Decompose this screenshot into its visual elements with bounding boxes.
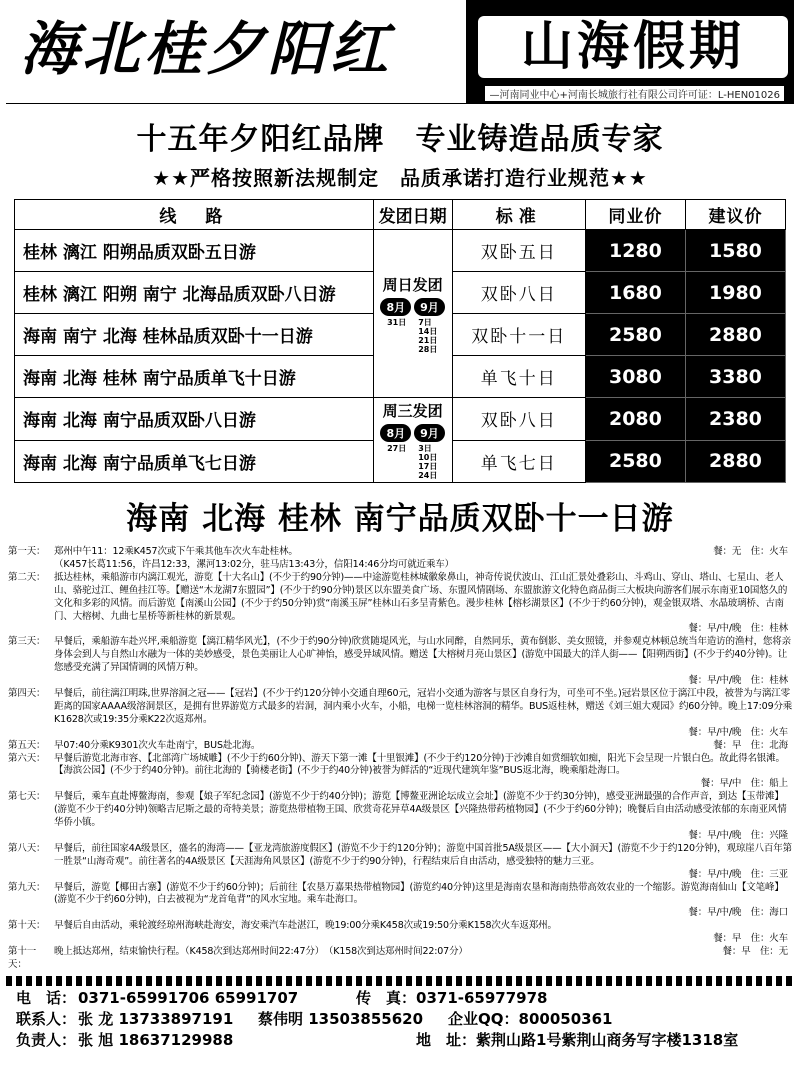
header-trade-price: 同业价: [585, 200, 685, 230]
day-label: 第十一天：: [8, 946, 37, 970]
day-label: 第三天：: [8, 636, 46, 648]
route-cell: 海南 北海 桂林 南宁品质单飞十日游: [15, 356, 374, 398]
brand-right-logo: 山海假期: [478, 16, 788, 78]
contact-row-phone: [16, 988, 794, 1009]
address-value: 紫荆山路1号紫荆山商务写字楼1318室: [476, 1030, 739, 1049]
trade-price-cell: 2080: [585, 398, 685, 441]
day-text: 早07:40分乘K9301次火车赴南宁，BUS赴北海。: [54, 739, 261, 751]
day-1: [8, 546, 794, 559]
suggested-price-cell: 2380: [685, 398, 785, 441]
suggested-price-cell: 1580: [685, 230, 785, 272]
contact-row-manager: [16, 1030, 794, 1051]
day-label: 第五天：: [8, 739, 46, 751]
month-badge: 8月: [380, 298, 411, 316]
dates-b: 7日 14日 21日 28日: [418, 317, 438, 354]
day-text: 早餐后，游览【椰田古寨】(游览不少于约60分钟)；后前往【农垦万嘉果热带植物园】(游览约40分钟)这里是海南农垦和海南热带高效农业的一个缩影。游览海南仙山【文笔峰】(游览不少于约60分钟)，白去被视为“龙首龟背”的风水宝地。乘车赴海口。: [54, 881, 784, 906]
fax-label: 传 真：: [356, 988, 417, 1007]
day-text: 郑州中午11：12乘K457次或下午乘其他车次火车赴桂林。: [54, 546, 298, 557]
header-route: 线 路: [15, 200, 374, 230]
route-cell: 桂林 漓江 阳朔品质双卧五日游: [15, 230, 374, 272]
suggested-price-cell: 2880: [685, 314, 785, 356]
day-meal: 餐：早 住：北海: [713, 739, 788, 751]
day-label: 第四天：: [8, 687, 46, 699]
dashed-divider: [6, 976, 794, 986]
day-text: 早餐后自由活动，乘轮渡经琼州海峡赴海安，海安乘汽车赴湛江，晚19:00分乘K458次或19:50分乘K158次火车返郑州。: [54, 920, 557, 932]
day-meal: 餐：早/中 住：船上: [700, 778, 788, 790]
standard-cell: 双卧八日: [452, 272, 585, 314]
month-badge: 9月: [414, 424, 445, 442]
price-table: [14, 199, 786, 483]
day-label: 第九天：: [8, 881, 46, 893]
tel-value: 0371-65991706 65991707: [78, 988, 299, 1007]
day-1-note: [8, 559, 794, 572]
route-cell: 桂林 漓江 阳朔 南宁 北海品质双卧八日游: [15, 272, 374, 314]
day-label: [8, 559, 54, 572]
day-meal: 餐：早 住：无: [722, 946, 788, 958]
day-text: 早餐后游览北海市容、【北部湾广场城雕】(不少于约60分钟)、游天下第一滩【十里银滩】(不少于约120分钟)于沙滩自如赏细软如痴，阳光下会呈现一片银白色。故此得名银滩。【海滨公园】(不少于约40分钟)。前往北海的【骑楼老街】(不少于约40分钟)被誉为鲜活的“近现代建筑年鉴”BUS返北海，晚乘船赴海口。: [54, 752, 785, 777]
day-meal: 餐：早 住：火车: [713, 933, 788, 945]
suggested-price-cell: 1980: [685, 272, 785, 314]
month-badge: 9月: [414, 298, 445, 316]
qq-label: 企业QQ：: [448, 1009, 519, 1028]
schedule-head: 周日发团: [382, 275, 443, 294]
brand-left-logo: 海北桂夕阳红: [20, 15, 393, 83]
day-5: [8, 740, 794, 753]
day-meal: 餐：早/中/晚 住：火车: [688, 726, 788, 738]
header: [6, 0, 794, 104]
contact-1: 张 龙 13733897191: [78, 1009, 234, 1028]
dates-a: 27日: [387, 444, 407, 453]
fax-value: 0371-65977978: [416, 988, 548, 1007]
contact-row-people: [16, 1009, 794, 1030]
table-row: [15, 398, 786, 441]
day-meal: 餐：早/中/晚 住：桂林: [688, 675, 788, 687]
day-text: 早餐后，前往国家4A级景区，盛名的海湾——【亚龙湾旅游度假区】(游览不少于约120分钟)；游览中国首批5A级景区——【大小洞天】(游览不少于约120分钟)，观琼崖八百年第一胜景“山海奇观”。前往著名的4A级景区【天涯海角风景区】(游览不少于约90分钟)，行程结束后自由活动，感受独特的魅力三亚。: [54, 842, 792, 867]
route-cell: 海南 南宁 北海 桂林品质双卧十一日游: [15, 314, 374, 356]
day-text: 晚上抵达郑州，结束愉快行程。（K458次到达郑州时间22:47分） （K158次到达郑州时间22:07分）: [54, 946, 468, 958]
day-9: [8, 882, 794, 921]
tel-label: 电 话：: [16, 988, 77, 1007]
day-meal: 餐：早/中/晚 住：兴隆: [688, 829, 788, 841]
slogan-sub: ★★严格按照新法规制定 品质承诺打造行业规范★★: [152, 166, 648, 190]
contact-label: 联系人：: [16, 1009, 77, 1028]
day-text: 早餐后，乘车直赴博鳌海南，参观【娘子军纪念园】(游览不少于约40分钟)；游览【博鳌亚洲论坛成立会址】(游览不少于约30分钟)，感受亚洲最强的合作声音，到达【玉带滩】(游览不少于约40分钟)领略吉尼斯之最的奇特美景；游览热带植物王国、欣赏奇花异草4A级景区【兴隆热带药植物园】(不少于约60分钟)；晚餐后自由活动感受浓郁的东南亚风情华侨小镇。: [54, 791, 787, 829]
route-cell: 海南 北海 南宁品质双卧八日游: [15, 398, 374, 441]
day-label: 第八天：: [8, 842, 46, 854]
day-meal: 餐：早/中/晚 住：桂林: [688, 623, 788, 635]
day-meal: 餐：早/中/晚 住：三亚: [688, 868, 788, 880]
day-3: [8, 636, 794, 688]
day-text: 早餐后，前往漓江明珠,世界溶洞之冠——【冠岩】(不少于约120分钟小交通自理60元，冠岩小交通为游客与景区自身行为，可坐可不坐。)冠岩景区位于漓江中段，被誉为与漓江零距离的国家AAAA级溶洞景区，是拥有世界游览方式最多的岩洞，洞内乘小火车，小船，电梯一览桂林溶洞的精华。BUS返桂林，赠送《刘三姐大观园》约60分钟。晚上17:09分乘K1628次或19:35分乘K22次返郑州。: [54, 687, 793, 725]
day-meal: 餐：早/中/晚 住：海口: [688, 907, 788, 919]
day-text: 早餐后，乘船游车赴兴坪,乘船游览【漓江精华风光】，(不少于约90分钟)欣赏随堤风光，与山水同醉，自然同乐，黄布倒影、美女照镜，并参观克林顿总统当年造访的渔村，您将亲身体会到人与自然山水融为一体的美妙感受，景色美丽让人心旷神怡，感受异域风情。赠送【大榕树月亮山景区】(游览中国最大的洋人街——【阳朔西街】(不少于约40分钟)。让您感受充满了异国情调的风情万种。: [54, 636, 791, 674]
month-badge: 8月: [380, 424, 411, 442]
suggested-price-cell: 2880: [685, 440, 785, 483]
trade-price-cell: 1280: [585, 230, 685, 272]
day-label: 第一天：: [8, 546, 46, 557]
day-label: 第六天：: [8, 752, 46, 764]
day-6: [8, 753, 794, 792]
manager-value: 张 旭 18637129988: [78, 1030, 234, 1049]
standard-cell: 单飞十日: [452, 356, 585, 398]
day-11: [8, 946, 794, 972]
day-4: [8, 688, 794, 740]
schedule-head: 周三发团: [382, 402, 443, 420]
table-row: [15, 230, 786, 272]
day-2: [8, 572, 794, 637]
standard-cell: 单飞七日: [452, 440, 585, 483]
day-8: [8, 843, 794, 882]
dates-a: 31日: [387, 317, 407, 327]
slogan-main: 十五年夕阳红品牌 专业铸造品质专家: [136, 122, 664, 157]
qq-value: 800050361: [518, 1009, 613, 1028]
contacts: [6, 988, 794, 1051]
dates-b: 3日 10日 17日 24日: [418, 444, 438, 480]
schedule-cell-wednesday: [373, 398, 452, 483]
trade-price-cell: 1680: [585, 272, 685, 314]
day-7: [8, 791, 794, 843]
day-label: 第十天：: [8, 920, 46, 932]
itinerary: [6, 546, 794, 972]
day-label: 第七天：: [8, 791, 46, 803]
day-text: （K457长葛11:56，许昌12:33，漯河13:02分，驻马店13:43分，信阳14:46分均可就近乘车）: [54, 558, 455, 570]
header-date: 发团日期: [373, 200, 452, 230]
day-label: 第二天：: [8, 571, 46, 583]
license-text: —河南同业中心+河南长城旅行社有限公司许可证：L-HEN01026: [485, 86, 784, 101]
contact-2: 蔡伟明 13503855620: [258, 1009, 424, 1028]
trade-price-cell: 2580: [585, 314, 685, 356]
trade-price-cell: 3080: [585, 356, 685, 398]
standard-cell: 双卧五日: [452, 230, 585, 272]
standard-cell: 双卧十一日: [452, 314, 585, 356]
schedule-cell-sunday: [373, 230, 452, 398]
header-standard: 标准: [452, 200, 585, 230]
suggested-price-cell: 3380: [685, 356, 785, 398]
route-cell: 海南 北海 南宁品质单飞七日游: [15, 440, 374, 483]
price-table-header: [15, 200, 786, 230]
address-label: 地 址：: [416, 1030, 477, 1049]
itinerary-title: 海南 北海 桂林 南宁品质双卧十一日游: [126, 501, 674, 537]
trade-price-cell: 2580: [585, 440, 685, 483]
manager-label: 负责人：: [16, 1030, 77, 1049]
day-meal: 餐：无 住：火车: [713, 546, 788, 557]
standard-cell: 双卧八日: [452, 398, 585, 441]
day-10: [8, 920, 794, 946]
header-suggested-price: 建议价: [685, 200, 785, 230]
day-text: 抵达桂林，乘船游市内漓江观光，游览【十大名山】(不少于约90分钟)——中途游览桂林城徽象鼻山，神奇传说伏波山、江山汇景处叠彩山、斗鸡山、穿山、塔山、七星山、老人山、骆驼过江、鲤鱼挂江等。【赠送“木龙湖7东盟园”】(不少于约90分钟)景区以东盟美食广场、东盟风情剧场、东盟旅游文化特色商品街三大板块向游客们展示东南亚10国悠久的文化和多彩的风情。而后游览【南溪山公园】(不少于约50分钟)赏“南溪玉屏”桂林山石多呈青紫色。漫步桂林【榕杉湖景区】(不少于约60分钟)，观金银双塔、水晶玻璃桥、古南门、大榕树、九曲七星桥等新桂林的新景观。: [54, 571, 788, 622]
